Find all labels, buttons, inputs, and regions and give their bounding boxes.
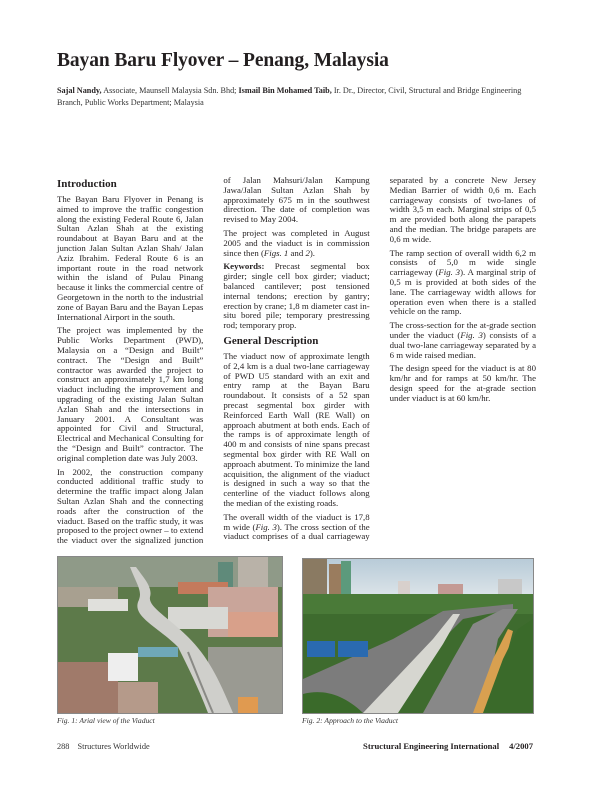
paragraph-text: The cross-section for the at-grade section under the viaduct (: [389, 320, 536, 340]
figure-reference: Fig. 3: [460, 329, 483, 340]
figure-2-approach-photo: [302, 558, 534, 714]
heading-general-description: General Description: [223, 334, 319, 347]
article-title: Bayan Baru Flyover – Penang, Malaysia: [57, 50, 389, 71]
paragraph: [57, 326, 203, 463]
author-2-affiliation: Ir. Dr., Director, Civil, Structural and Bridge Engineering Branch, Public Works Department; Malaysia: [57, 86, 522, 107]
paragraph-text: The overall width of the viaduct is 17,8 m wide (: [223, 511, 370, 532]
article-body: [57, 176, 536, 548]
journal-name: Structural Engineering International: [363, 741, 500, 751]
issue-number: 4/2007: [509, 741, 533, 751]
paragraph-text: Precast segmental box girder; single cell box girder; viaduct; balanced cantilever; post tensioned internal tendons; erection by gantry; erection by crane; 1,8 m diameter cast in-situ bored pile; temporary prestressing rod; temporary prop.: [223, 261, 370, 331]
figure-1-aerial-photo: [57, 556, 283, 714]
figure-reference: 2: [305, 247, 310, 258]
paragraph-text: In 2002, the construction company conducted additional traffic study to determine the traffic impact along Jalan Sultan Azlan Shah and the connecting roads after the construction of the viaduct. Based on the traffic study, it was proposed to the project owner – to extend the viaduct over the signalized junction of Jalan Mahsuri/Jalan Kampung Jawa/Jalan Sultan Azlan Shah by approximately 675 m in the southwest direction. The date of completion was revised to May 2004.: [57, 175, 370, 546]
heading-introduction: Introduction: [57, 178, 117, 190]
paragraph-text: and: [288, 247, 306, 258]
paragraph-text: ).: [309, 247, 315, 258]
figure-2-caption: Fig. 2: Approach to the Viaduct: [302, 716, 399, 725]
figure-1-caption: Fig. 1: Arial view of the Viaduct: [57, 716, 155, 725]
author-1-affiliation: Associate, Maunsell Malaysia Sdn. Bhd;: [101, 86, 239, 95]
paragraph-text: The project was completed in August 2005 and the viaduct is in commission since then (: [223, 227, 370, 258]
author-line: [57, 85, 547, 108]
section-name: Structures Worldwide: [77, 742, 150, 751]
author-2-name: Ismail Bin Mohamed Taib,: [238, 86, 332, 95]
figure-reference: Fig. 3: [438, 267, 461, 278]
paragraph: [390, 321, 536, 360]
footer-left: [57, 742, 150, 751]
author-1-name: Sajal Nandy,: [57, 86, 102, 95]
figure-reference: Figs. 1: [263, 247, 289, 258]
paragraph-text: ). A marginal strip of 0,5 m is provided at both sides of the lane. The carriageway width allows for operation even when there is a stalled vehicle on the ramp.: [389, 267, 536, 317]
paragraph-text: ) consists of a dual two-lane carriageway separated by a 6 m wide raised median.: [389, 329, 536, 360]
paragraph: [57, 195, 203, 322]
keywords-label: Keywords:: [223, 261, 265, 272]
paragraph-text: The design speed for the viaduct is at 80 km/hr and for ramps at 50 km/hr. The design speed for the at-grade section under viaduct is at 60 km/hr.: [389, 363, 536, 403]
paragraph-text: The Bayan Baru Flyover in Penang is aimed to improve the traffic congestion along the existing Federal Route 6, Jalan Sultan Azlan Shah at the existing roundabout at Bayan Baru and at the junction Jalan Sultan Azlan Shah/ Jalan Aziz Ibrahim. Federal Route 6 is an important route in the road network within the island of Pulau Pinang because it links the commercial centre of Georgetown in the north to the industrial zone of Bayan Baru and the Bayan Lepas International Airport in the south.: [57, 194, 204, 322]
keywords: [223, 262, 369, 331]
page-number: 288: [57, 742, 70, 751]
paragraph-text: The ramp section of overall width 6,2 m consists of 5,0 m wide single carriageway (: [389, 247, 536, 278]
paragraph-text: The viaduct now of approximate length of 2,4 km is a dual two-lane carriageway of PWD U5 standard with an exit and entry ramp at the Bayan Baru roundabout. It consists of a 52 span precast segmental box girder with Reinforced Earth Wall (RE Wall) on approach abutment at both ends. Each of the ramps is of approximate length of 400 m and consists of nine spans precast segmental box girder with RE Wall on approach abutment. To minimize the land acquisition, the alignment of the viaduct is designed in such a way so that the centerline of the viaduct follows along the median of the existing roads.: [223, 350, 370, 508]
paragraph: [390, 364, 536, 403]
paragraph: [390, 249, 536, 318]
paragraph-text: The project was implemented by the Public Works Department (PWD), Malaysia on a “Design and Built” contract. The “Design and Built” contractor was awarded the project to construct an approximately 1,7 km long viaduct including the improvement and upgrading of the existing Jalan Sultan Azlan Shah and the intersections in January 2001. A Consultant was appointed for Civil and Structural, Electrical and Mechanical Consulting for the “Design and Built” contractor. The original completion date was July 2003.: [57, 325, 204, 463]
paragraph: [223, 352, 369, 509]
footer-right: [363, 741, 533, 751]
paragraph: [223, 229, 369, 258]
paragraph-text: ). The cross section of the viaduct comprises of a dual carriageway separated by a concrete New Jersey Median Barrier of width 0,6 m. Each carriageway consists of two-lanes of width 3,5 m each. Marginal strips of 0,5 m are provided both along the parapets and the median. The bridge parapets are 0,6 m wide.: [223, 175, 536, 542]
figure-reference: Fig. 3: [255, 521, 277, 532]
